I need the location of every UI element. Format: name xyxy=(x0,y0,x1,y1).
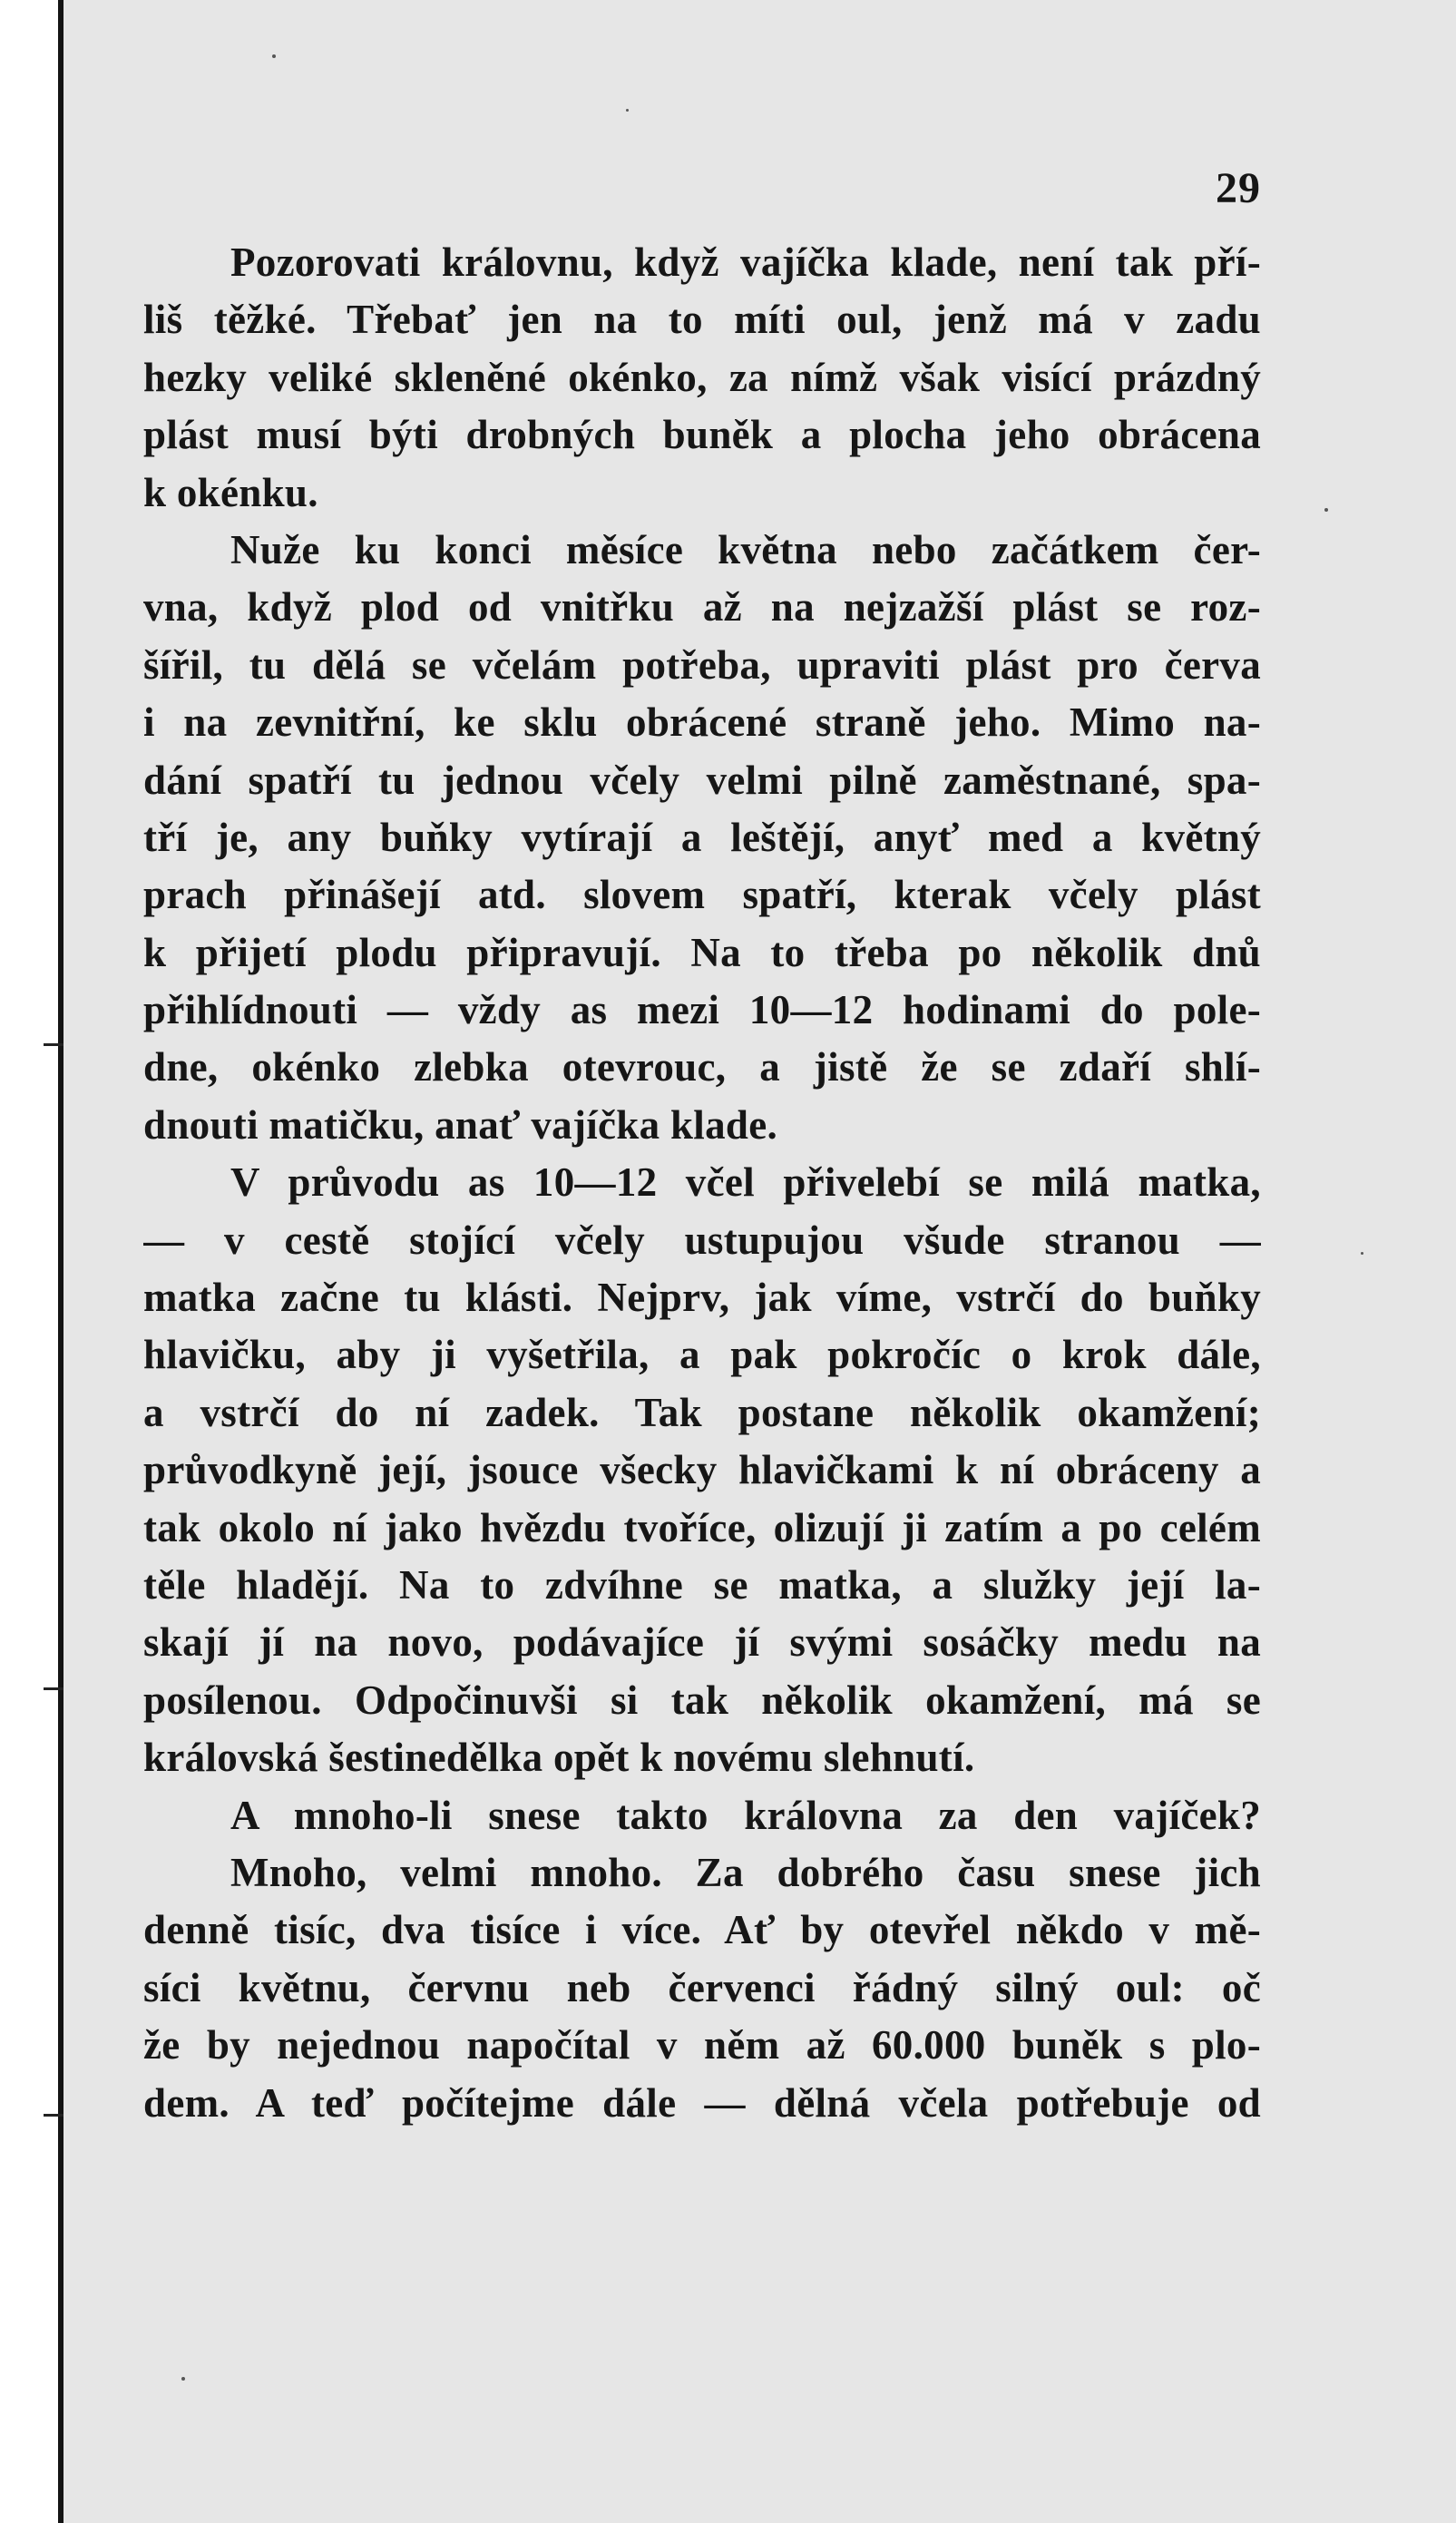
text-line: královská šestinedělka opět k novému slehnutí. xyxy=(143,1735,975,1781)
text-line: Nuže ku konci měsíce května nebo začátkem čer- xyxy=(230,526,1261,572)
paper-speck xyxy=(1361,1252,1363,1255)
text-line: přihlídnouti — vždy as mezi 10—12 hodinami do pole- xyxy=(143,987,1261,1033)
text-line: — v cestě stojící včely ustupujou všude stranou — xyxy=(143,1217,1261,1263)
text-line: tří je, any buňky vytírají a leštějí, anyť med a květný xyxy=(143,814,1261,860)
text-line: k přijetí plodu připravují. Na to třeba po několik dnů xyxy=(143,929,1261,975)
paper-speck xyxy=(1324,508,1328,512)
text-line: posílenou. Odpočinuvši si tak několik okamžení, má se xyxy=(143,1677,1261,1723)
text-line: hezky veliké skleněné okénko, za nímž však visící prázdný xyxy=(143,354,1261,400)
text-line: plást musí býti drobných buněk a plocha jeho obrácena xyxy=(143,412,1261,458)
text-line: i na zevnitřní, ke sklu obrácené straně jeho. Mimo na- xyxy=(143,699,1261,746)
text-line: A mnoho-li snese takto královna za den vajíček? xyxy=(230,1792,1261,1838)
paper-speck xyxy=(626,109,629,112)
text-line: skají jí na novo, podávajíce jí svými sosáčky medu na xyxy=(143,1619,1261,1666)
text-line: průvodkyně její, jsouce všecky hlavičkami k ní obráceny a xyxy=(143,1447,1261,1493)
left-margin xyxy=(0,0,56,2523)
text-line: dání spatří tu jednou včely velmi pilně zaměstnané, spa- xyxy=(143,757,1261,803)
paper-speck xyxy=(181,2377,185,2381)
text-line: Pozorovati královnu, když vajíčka klade, není tak pří- xyxy=(230,240,1261,285)
text-line: že by nejednou napočítal v něm až 60.000 buněk s plo- xyxy=(143,2022,1261,2068)
text-line: dem. A teď počítejme dále — dělná včela potřebuje od xyxy=(143,2079,1261,2126)
text-line: hlavičku, aby ji vyšetřila, a pak pokročíc o krok dále, xyxy=(143,1332,1261,1378)
text-line: a vstrčí do ní zadek. Tak postane několik okamžení; xyxy=(143,1389,1261,1435)
text-line: dne, okénko zlebka otevrouc, a jistě že se zdaří shlí- xyxy=(143,1044,1261,1090)
text-line: tak okolo ní jako hvězdu tvoříce, olizují ji zatím a po celém xyxy=(143,1504,1261,1550)
text-line: šířil, tu dělá se včelám potřeba, upraviti plást pro červa xyxy=(143,641,1261,688)
text-line: těle hladějí. Na to zdvíhne se matka, a služky její la- xyxy=(143,1561,1261,1608)
paper-speck xyxy=(272,54,276,58)
text-line: denně tisíc, dva tisíce i více. Ať by otevřel někdo v mě- xyxy=(143,1907,1261,1953)
text-line: V průvodu as 10—12 včel přivelebí se milá matka, xyxy=(230,1159,1261,1206)
text-line: dnouti matičku, anať vajíčka klade. xyxy=(143,1101,778,1148)
text-line: Mnoho, velmi mnoho. Za dobrého času snese jich xyxy=(230,1849,1261,1895)
text-line: síci květnu, červnu neb červenci řádný silný oul: oč xyxy=(143,1964,1261,2010)
text-line: liš těžké. Třebať jen na to míti oul, jenž má v zadu xyxy=(143,297,1261,343)
body-text xyxy=(143,234,1261,2185)
page-number: 29 xyxy=(1216,164,1261,212)
text-line: k okénku. xyxy=(143,469,318,515)
text-line: prach přinášejí atd. slovem spatří, kterak včely plást xyxy=(143,872,1261,918)
text-line: matka začne tu klásti. Nejprv, jak víme, vstrčí do buňky xyxy=(143,1275,1261,1321)
text-line: vna, když plod od vnitřku až na nejzažší plást se roz- xyxy=(143,584,1261,631)
